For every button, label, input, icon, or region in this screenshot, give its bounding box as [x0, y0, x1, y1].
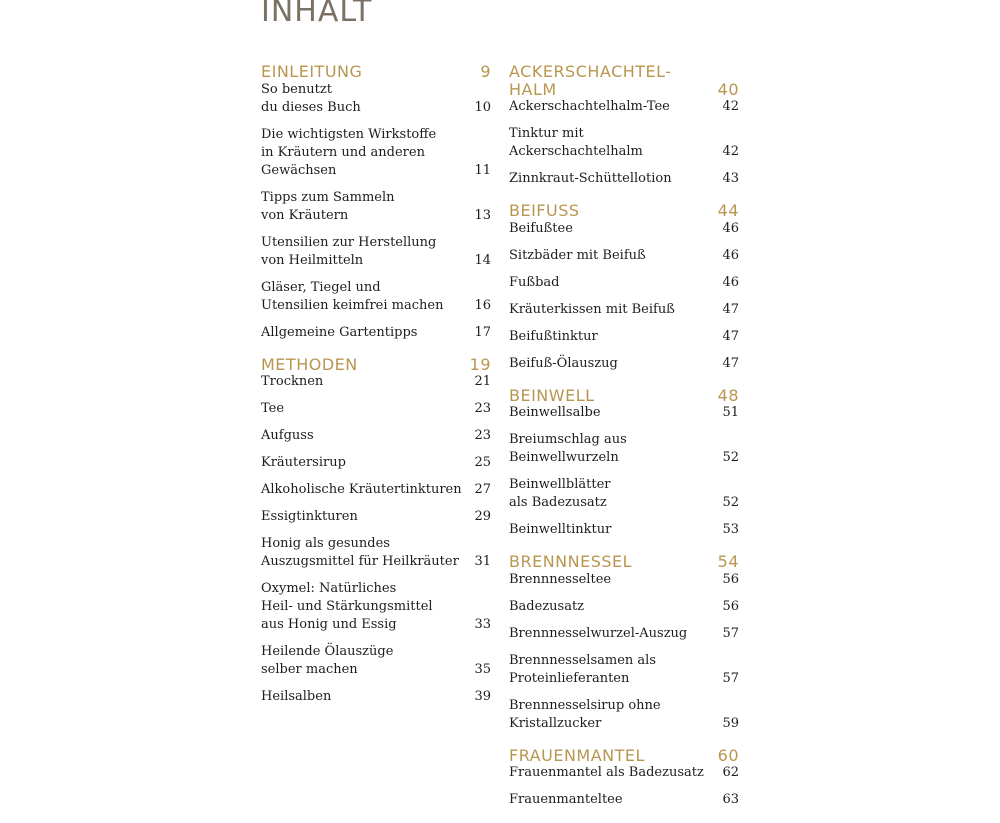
toc-entry[interactable]	[509, 301, 739, 319]
toc-section-beinwell	[509, 387, 739, 540]
entry-page-number: 14	[474, 252, 491, 268]
section-page-number: 54	[717, 552, 739, 571]
section-title: FRAUENMANTEL	[509, 745, 645, 765]
toc-section-brennnessel	[509, 553, 739, 733]
entry-title: Die wichtigsten Wirkstoffe in Kräutern und anderen Gewächsen	[261, 126, 437, 178]
entry-title: Zinnkraut-Schüttellotion	[509, 171, 672, 186]
section-heading[interactable]	[261, 63, 491, 81]
entry-page-number: 31	[474, 554, 491, 569]
entry-title: Allgemeine Gartentipps	[261, 324, 418, 340]
entry-title: Frauenmanteltee	[509, 792, 623, 807]
toc-entry[interactable]	[509, 571, 739, 589]
toc-entry[interactable]	[509, 404, 739, 422]
section-heading[interactable]	[509, 387, 739, 405]
entry-page-number: 57	[722, 670, 739, 686]
toc-right-column	[509, 63, 739, 823]
entry-page-number: 33	[474, 617, 491, 632]
toc-entry[interactable]	[261, 279, 491, 315]
toc-entry[interactable]	[261, 189, 491, 225]
toc-entry[interactable]	[509, 625, 739, 643]
entry-page-number: 43	[722, 171, 739, 186]
entry-page-number: 17	[474, 324, 491, 340]
entry-page-number: 62	[722, 765, 739, 780]
toc-entry[interactable]	[261, 454, 491, 472]
entry-title: Trocknen	[261, 374, 324, 389]
entry-title: Brennnesseltee	[509, 571, 612, 587]
toc-entry[interactable]	[509, 170, 739, 188]
entry-page-number: 57	[722, 625, 739, 641]
toc-entry[interactable]	[261, 427, 491, 445]
entry-title: Tipps zum Sammeln von Kräutern	[261, 189, 395, 223]
entry-title: Brennnesselwurzel-Auszug	[509, 625, 688, 641]
toc-entry[interactable]	[509, 220, 739, 238]
entry-page-number: 27	[474, 482, 491, 497]
entry-title: Utensilien zur Herstellung von Heilmitteln	[261, 234, 437, 268]
entry-title: Ackerschachtelhalm-Tee	[509, 99, 670, 114]
section-title: METHODEN	[261, 354, 358, 374]
toc-entry[interactable]	[261, 126, 491, 180]
section-title: BEIFUSS	[509, 201, 580, 220]
toc-entry[interactable]	[509, 791, 739, 809]
toc-entry[interactable]	[261, 535, 491, 571]
toc-entry[interactable]	[261, 324, 491, 342]
entry-page-number: 10	[474, 99, 491, 115]
entry-page-number: 53	[722, 522, 739, 537]
entry-title: Breiumschlag aus Beinwellwurzeln	[509, 432, 627, 465]
toc-section-methoden	[261, 356, 491, 707]
entry-page-number: 35	[474, 662, 491, 677]
entry-title: Brennnesselsamen als Proteinlieferanten	[509, 652, 656, 686]
toc-entry[interactable]	[261, 373, 491, 391]
toc-entry[interactable]	[509, 521, 739, 539]
entry-page-number: 46	[722, 274, 739, 290]
entry-page-number: 11	[474, 162, 491, 178]
section-page-number: 19	[469, 354, 491, 374]
entry-page-number: 21	[474, 374, 491, 389]
entry-title: So benutzt du dieses Buch	[261, 81, 361, 115]
entry-title: Alkoholische Kräutertinkturen	[261, 482, 462, 497]
toc-entry[interactable]	[261, 580, 491, 634]
toc-entry[interactable]	[261, 688, 491, 706]
entry-page-number: 23	[474, 401, 491, 416]
entry-title: Tee	[261, 401, 285, 416]
entry-page-number: 51	[722, 405, 739, 420]
entry-title: Beinwellsalbe	[509, 405, 601, 420]
entry-title: Frauenmantel als Badezusatz	[509, 765, 704, 780]
toc-entry[interactable]	[509, 125, 739, 161]
entry-title: Beinwellblätter als Badezusatz	[509, 477, 611, 510]
entry-page-number: 47	[722, 328, 739, 344]
entry-page-number: 39	[474, 689, 491, 704]
entry-title: Sitzbäder mit Beifuß	[509, 247, 646, 263]
entry-page-number: 52	[722, 450, 739, 465]
toc-entry[interactable]	[261, 400, 491, 418]
toc-entry[interactable]	[509, 476, 739, 512]
toc-entry[interactable]	[261, 481, 491, 499]
entry-page-number: 42	[722, 144, 739, 159]
toc-entry[interactable]	[509, 98, 739, 116]
entry-page-number: 23	[474, 428, 491, 443]
toc-section-ackerschachtel-halm	[509, 63, 739, 188]
entry-page-number: 13	[474, 207, 491, 223]
section-heading[interactable]	[261, 356, 491, 374]
entry-page-number: 46	[722, 220, 739, 236]
toc-entry[interactable]	[261, 643, 491, 679]
entry-title: Gläser, Tiegel und Utensilien keimfrei machen	[261, 279, 444, 313]
entry-title: Beifußtinktur	[509, 328, 598, 344]
entry-page-number: 29	[474, 509, 491, 524]
entry-page-number: 25	[474, 455, 491, 470]
section-heading[interactable]	[509, 747, 739, 765]
toc-entry[interactable]	[509, 274, 739, 292]
toc-entry[interactable]	[509, 764, 739, 782]
entry-page-number: 47	[722, 301, 739, 317]
toc-entry[interactable]	[261, 81, 491, 117]
toc-entry[interactable]	[261, 508, 491, 526]
toc-entry[interactable]	[509, 328, 739, 346]
section-heading[interactable]	[509, 202, 739, 220]
section-page-number: 9	[480, 62, 491, 81]
section-title: ACKERSCHACHTEL- HALM	[509, 62, 672, 99]
section-page-number: 60	[717, 745, 739, 765]
toc-entry[interactable]	[261, 234, 491, 270]
section-page-number: 48	[717, 385, 739, 405]
entry-page-number: 16	[474, 297, 491, 313]
entry-page-number: 52	[722, 495, 739, 510]
entry-title: Beinwelltinktur	[509, 522, 612, 537]
toc-section-beifuss	[509, 202, 739, 373]
toc-section-einleitung	[261, 63, 491, 342]
entry-page-number: 42	[722, 99, 739, 114]
entry-title: Honig als gesundes Auszugsmittel für Heilkräuter	[261, 536, 459, 569]
entry-title: Kräutersirup	[261, 455, 346, 470]
toc-entry[interactable]	[509, 598, 739, 616]
section-title: BEINWELL	[509, 385, 595, 405]
entry-title: Beifußtee	[509, 220, 573, 236]
entry-title: Badezusatz	[509, 598, 585, 614]
entry-page-number: 47	[722, 355, 739, 371]
entry-title: Oxymel: Natürliches Heil- und Stärkungsmittel aus Honig und Essig	[261, 581, 433, 632]
section-title: BRENNNESSEL	[509, 552, 633, 571]
entry-title: Aufguss	[261, 428, 314, 443]
entry-title: Essigtinkturen	[261, 509, 358, 524]
entry-title: Fußbad	[509, 274, 560, 290]
section-page-number: 44	[717, 201, 739, 220]
entry-page-number: 56	[722, 598, 739, 614]
entry-title: Kräuterkissen mit Beifuß	[509, 301, 675, 317]
entry-title: Beifuß-Ölauszug	[509, 355, 618, 371]
toc-entry[interactable]	[509, 355, 739, 373]
entry-page-number: 59	[722, 715, 739, 731]
entry-page-number: 56	[722, 571, 739, 587]
toc-entry[interactable]	[509, 697, 739, 733]
section-page-number: 40	[717, 79, 739, 99]
page-title: INHALT	[261, 0, 373, 29]
toc-left-column	[261, 63, 491, 720]
toc-entry[interactable]	[509, 431, 739, 467]
toc-entry[interactable]	[509, 247, 739, 265]
entry-title: Heilende Ölauszüge selber machen	[261, 644, 394, 677]
entry-title: Tinktur mit Ackerschachtelhalm	[509, 126, 643, 159]
section-title: EINLEITUNG	[261, 62, 363, 81]
entry-page-number: 46	[722, 247, 739, 263]
toc-entry[interactable]	[509, 652, 739, 688]
section-heading[interactable]	[509, 553, 739, 571]
entry-title: Brennnesselsirup ohne Kristallzucker	[509, 697, 661, 731]
entry-title: Heilsalben	[261, 689, 332, 704]
section-heading[interactable]	[509, 63, 739, 98]
entry-page-number: 63	[722, 792, 739, 807]
